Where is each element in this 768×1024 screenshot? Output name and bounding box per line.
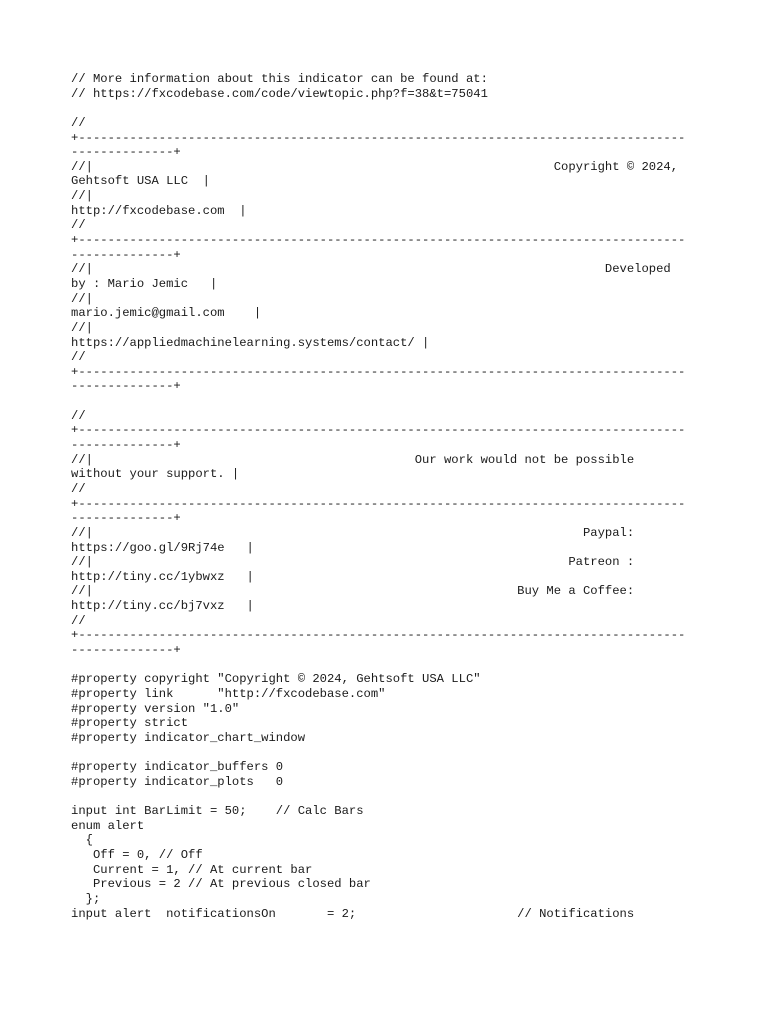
code-line	[71, 394, 731, 409]
code-line: //| Paypal:	[71, 525, 635, 540]
code-line: Off = 0, // Off	[71, 847, 203, 862]
code-line	[71, 101, 731, 116]
code-line: input alert notificationsOn = 2; // Notifications	[71, 906, 635, 921]
code-line: --------------+	[71, 642, 181, 657]
code-line: http://tiny.cc/1ybwxz |	[71, 569, 254, 584]
code-line: mario.jemic@gmail.com |	[71, 306, 262, 321]
code-line: enum alert	[71, 818, 145, 833]
code-line: //| Developed	[71, 262, 671, 277]
code-line: https://goo.gl/9Rj74e |	[71, 540, 254, 555]
code-line: Gehtsoft USA LLC |	[71, 174, 210, 189]
code-line: //	[71, 613, 86, 628]
code-line: +-----------------------------------------------------------------------------------	[71, 233, 686, 248]
code-line: https://appliedmachinelearning.systems/contact/ |	[71, 335, 430, 350]
code-line: without your support. |	[71, 467, 240, 482]
code-line: +-----------------------------------------------------------------------------------	[71, 364, 686, 379]
code-line: +-----------------------------------------------------------------------------------	[71, 496, 686, 511]
code-line: // https://fxcodebase.com/code/viewtopic.php?f=38&t=75041	[71, 86, 488, 101]
code-line: //| Copyright © 2024,	[71, 159, 679, 174]
code-line: #property copyright "Copyright © 2024, Gehtsoft USA LLC"	[71, 672, 481, 687]
code-line: --------------+	[71, 145, 181, 160]
code-line	[71, 789, 731, 804]
source-code-document	[71, 72, 731, 921]
code-line: //| Our work would not be possible	[71, 452, 635, 467]
code-line: //	[71, 115, 86, 130]
code-line: by : Mario Jemic |	[71, 276, 218, 291]
code-line: // More information about this indicator can be found at:	[71, 72, 488, 86]
code-line: #property version "1.0"	[71, 701, 240, 716]
code-line: --------------+	[71, 247, 181, 262]
code-line: #property strict	[71, 716, 189, 731]
code-line: input int BarLimit = 50; // Calc Bars	[71, 804, 364, 819]
code-line: +-----------------------------------------------------------------------------------	[71, 628, 686, 643]
code-line: //| Patreon :	[71, 555, 635, 570]
code-line: //|	[71, 320, 93, 335]
code-line: #property link "http://fxcodebase.com"	[71, 686, 386, 701]
code-line: //|	[71, 291, 93, 306]
code-line: Current = 1, // At current bar	[71, 862, 313, 877]
code-line: //| Buy Me a Coffee:	[71, 584, 635, 599]
code-line: //	[71, 218, 86, 233]
code-line: #property indicator_plots 0	[71, 774, 284, 789]
code-line: //	[71, 408, 86, 423]
code-line: //|	[71, 189, 93, 204]
code-line: #property indicator_chart_window	[71, 730, 306, 745]
code-line: //	[71, 350, 86, 365]
code-line: http://tiny.cc/bj7vxz |	[71, 599, 254, 614]
code-line: Previous = 2 // At previous closed bar	[71, 877, 371, 892]
code-line	[71, 745, 731, 760]
code-line: http://fxcodebase.com |	[71, 203, 247, 218]
code-line: {	[71, 833, 93, 848]
code-line: +-----------------------------------------------------------------------------------	[71, 130, 686, 145]
code-line: };	[71, 891, 101, 906]
code-line: //	[71, 481, 86, 496]
code-line: --------------+	[71, 438, 181, 453]
code-line	[71, 658, 731, 673]
code-line: --------------+	[71, 379, 181, 394]
code-line: +-----------------------------------------------------------------------------------	[71, 423, 686, 438]
code-line: #property indicator_buffers 0	[71, 760, 284, 775]
code-line: --------------+	[71, 511, 181, 526]
